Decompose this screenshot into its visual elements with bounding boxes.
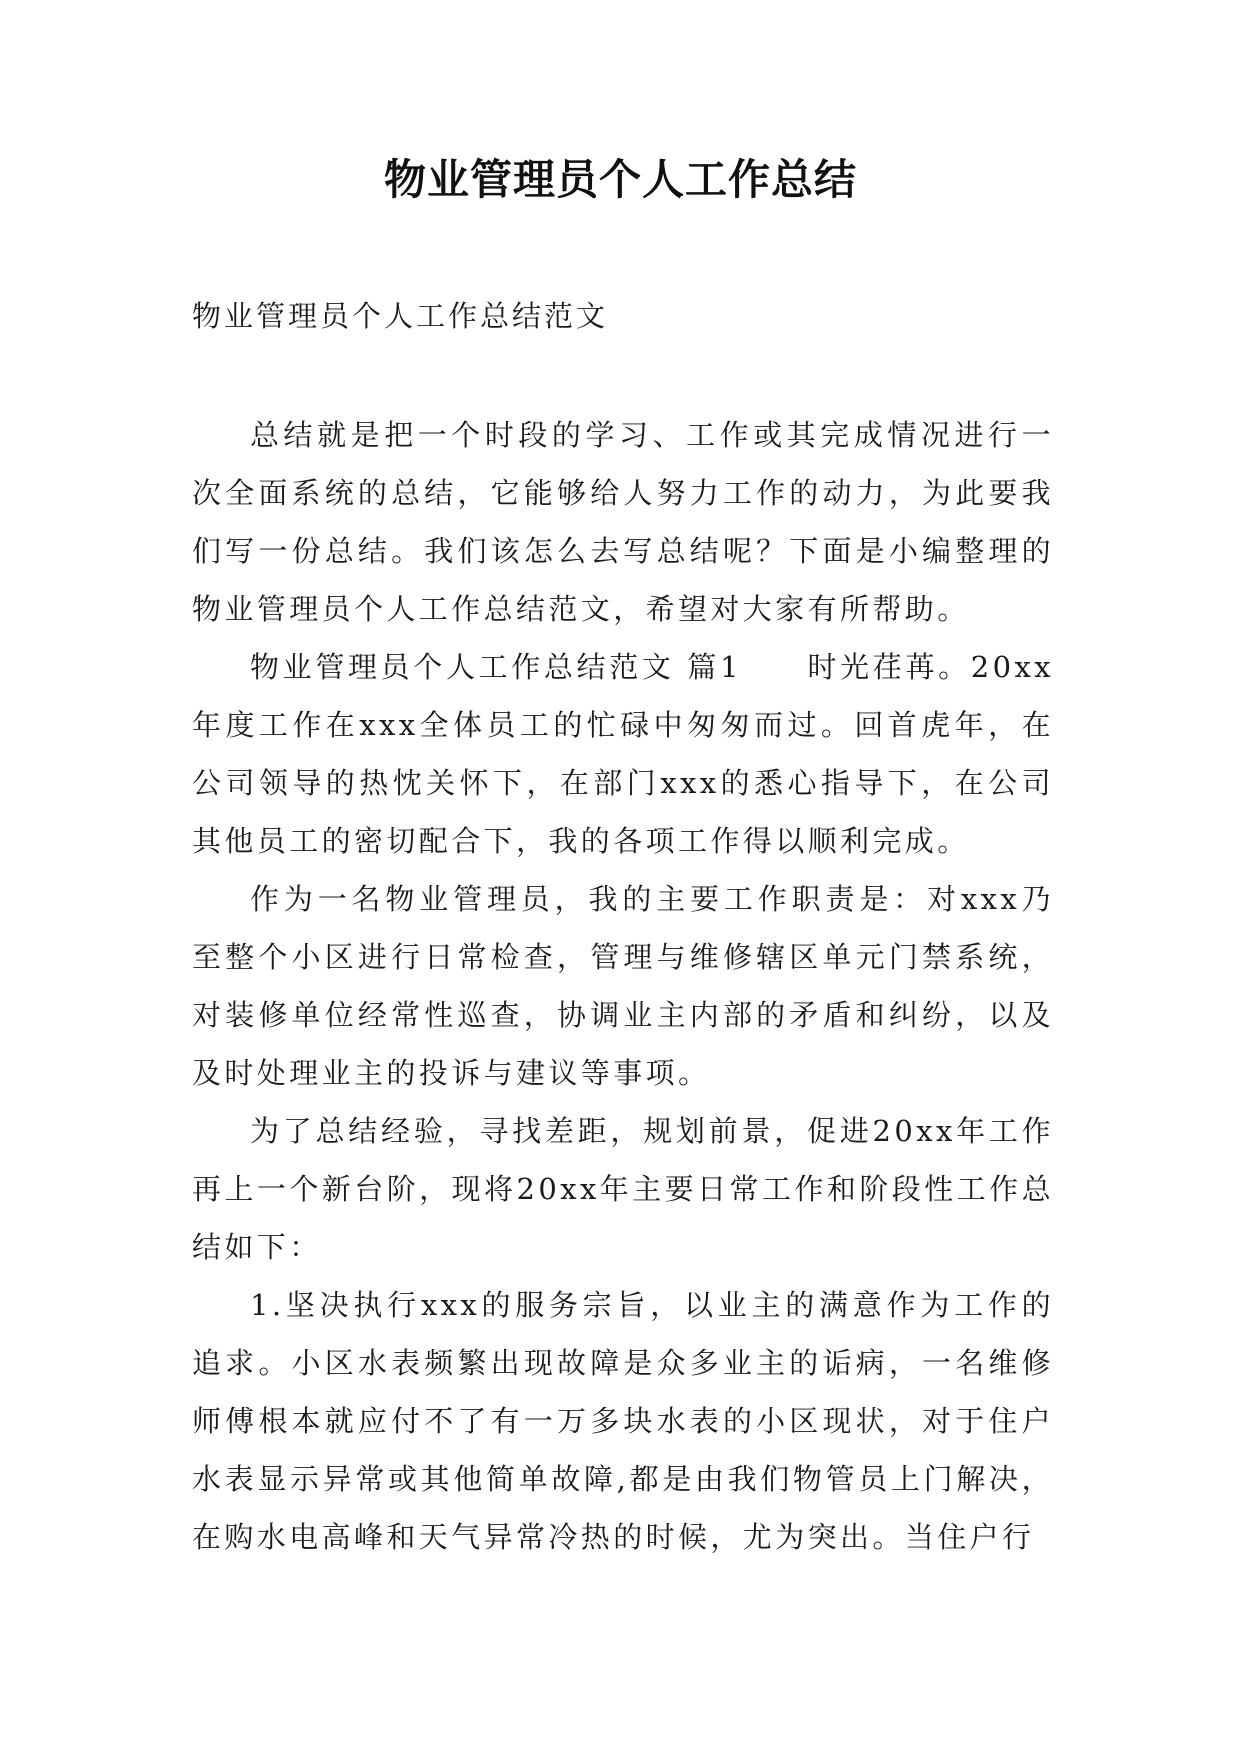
document-subtitle: 物业管理员个人工作总结范文	[192, 299, 609, 333]
paragraph-item-1: 1.坚决执行xxx的服务宗旨，以业主的满意作为工作的追求。小区水表频繁出现故障是众多业主的诟病，一名维修师傅根本就应付不了有一万多块水表的小区现状，对于住户水表显示异常或其他简单故障,都是由我们物管员上门解决，在购水电高峰和天气异常冷热的时候，尤为突出。当住户行	[192, 1288, 1054, 1554]
paragraph-responsibilities: 作为一名物业管理员，我的主要工作职责是：对xxx乃至整个小区进行日常检查，管理与维修辖区单元门禁系统，对装修单位经常性巡查，协调业主内部的矛盾和纠纷，以及及时处理业主的投诉与建议等事项。	[192, 882, 1054, 1090]
document-title: 物业管理员个人工作总结	[383, 155, 857, 204]
paragraph-intro: 总结就是把一个时段的学习、工作或其完成情况进行一次全面系统的总结，它能够给人努力工作的动力，为此要我们写一份总结。我们该怎么去写总结呢？下面是小编整理的物业管理员个人工作总结范文，希望对大家有所帮助。	[192, 418, 1054, 626]
paragraph-article-1: 物业管理员个人工作总结范文 篇1 时光荏苒。20xx年度工作在xxx全体员工的忙碌中匆匆而过。回首虎年，在公司领导的热忱关怀下，在部门xxx的悉心指导下，在公司其他员工的密切配合下，我的各项工作得以顺利完成。	[192, 650, 1054, 858]
paragraph-purpose: 为了总结经验，寻找差距，规划前景，促进20xx年工作再上一个新台阶，现将20xx年主要日常工作和阶段性工作总结如下：	[192, 1114, 1054, 1264]
document-body	[192, 406, 1054, 1566]
